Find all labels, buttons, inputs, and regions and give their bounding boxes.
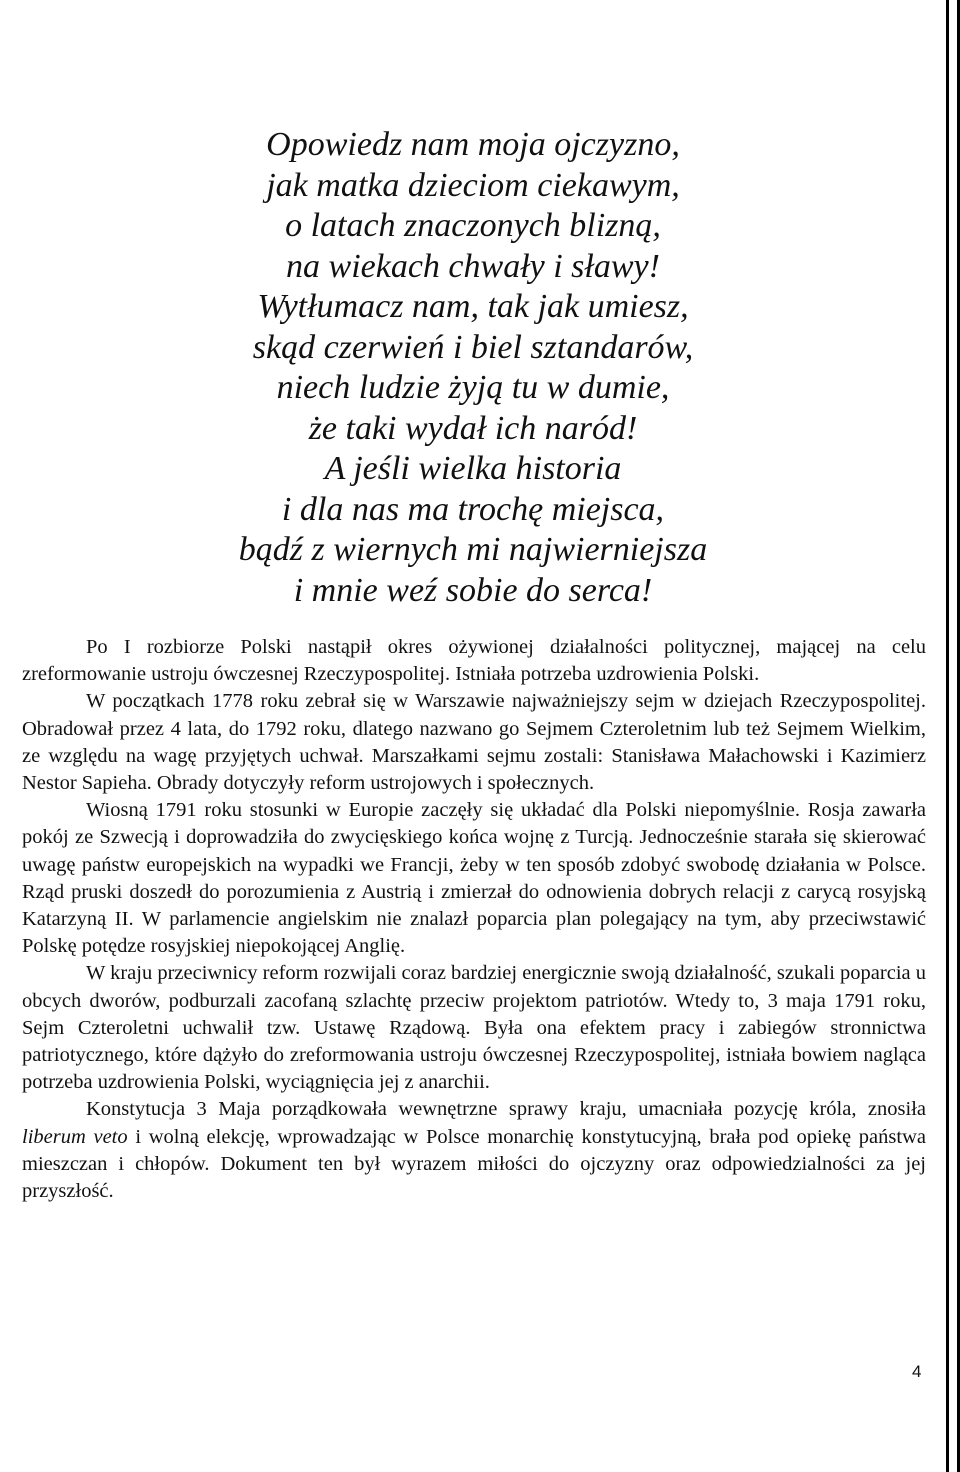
poem-line: o latach znaczonych blizną, [285, 207, 661, 244]
page-border-right [946, 0, 960, 1472]
paragraph-5 [22, 1096, 926, 1205]
paragraph-3: Wiosną 1791 roku stosunki w Europie zaczęły się układać dla Polski niepomyślnie. Rosja zawarła pokój ze Szwecją i doprowadziła do zwycięskiego końca wojnę z Turcją. Jednocześnie starała się skierować uwagę państw europejskich na wypadki we Francji, żeby w ten sposób zdobyć swobodę działania w Polsce. Rząd pruski doszedł do porozumienia z Austrią i zmierzał do odnowienia dobrych relacji z carycą rosyjską Katarzyną II. W parlamencie angielskim nie znalazł poparcia plan polegający na tym, aby przeciwstawić Polskę potędze rosyjskiej niepokojącej Anglię. [22, 799, 926, 958]
body-text [22, 634, 926, 1205]
poem-line: na wiekach chwały i sławy! [286, 247, 660, 285]
paragraph-4: W kraju przeciwnicy reform rozwijali coraz bardziej energicznie swoją działalność, szukali poparcia u obcych dworów, podburzali zacofaną szlachtę przeciw projektom patriotów. Wtedy to, 3 maja 1791 roku, Sejm Czteroletni uchwalił tzw. Ustawę Rządową. Była ona efektem pracy i zabiegów stronnictwa patriotycznego, które dążyło do zreformowania ustroju ówczesnej Rzeczypospolitej, istniała bowiem nagląca potrzeba uzdrowienia Polski, wyciągnięcia jej z anarchii. [22, 962, 926, 1094]
poem-line: Opowiedz nam moja ojczyzno, [266, 126, 680, 163]
paragraph-5-text-b: i wolną elekcję, wprowadzając w Polsce monarchię konstytucyjną, brała pod opiekę państwa mieszczan i chłopów. Dokument ten był wyrazem miłości do ojczyzny oraz odpowiedzialności za jej przyszłość. [22, 1125, 926, 1203]
poem-line: Wytłumacz nam, tak jak umiesz, [257, 288, 689, 325]
poem [0, 125, 946, 611]
poem-line: że taki wydał ich naród! [308, 409, 638, 447]
paragraph-2: W początkach 1778 roku zebrał się w Warszawie najważniejszy sejm w dziejach Rzeczypospolitej. Obradował przez 4 lata, do 1792 roku, dlatego nazwano go Sejmem Czteroletnim lub też Sejmem Wielkim, ze względu na wagę przyjętych uchwał. Marszałkami sejmu zostali: Stanisława Małachowski i Kazimierz Nestor Sapieha. Obrady dotyczyły reform ustrojowych i społecznych. [22, 690, 926, 795]
paragraph-1: Po I rozbiorze Polski nastąpił okres ożywionej działalności politycznej, mającej na celu zreformowanie ustroju ówczesnej Rzeczypospolitej. Istniała potrzeba uzdrowienia Polski. [22, 636, 926, 686]
paragraph-5-italic-term: liberum veto [22, 1125, 128, 1148]
poem-line: i mnie weź sobie do serca! [293, 571, 653, 609]
paragraph-5-text-a: Konstytucja 3 Maja porządkowała wewnętrzne sprawy kraju, umacniała pozycję króla, znosiła [86, 1098, 926, 1121]
poem-line: jak matka dzieciom ciekawym, [266, 166, 680, 204]
poem-line: skąd czerwień i biel sztandarów, [252, 328, 694, 366]
page-number: 4 [912, 1362, 922, 1381]
poem-line: niech ludzie żyją tu w dumie, [276, 369, 670, 406]
poem-line: bądź z wiernych mi najwierniejsza [238, 531, 708, 568]
poem-line: i dla nas ma trochę miejsca, [281, 490, 665, 528]
poem-line: A jeśli wielka historia [324, 450, 622, 487]
